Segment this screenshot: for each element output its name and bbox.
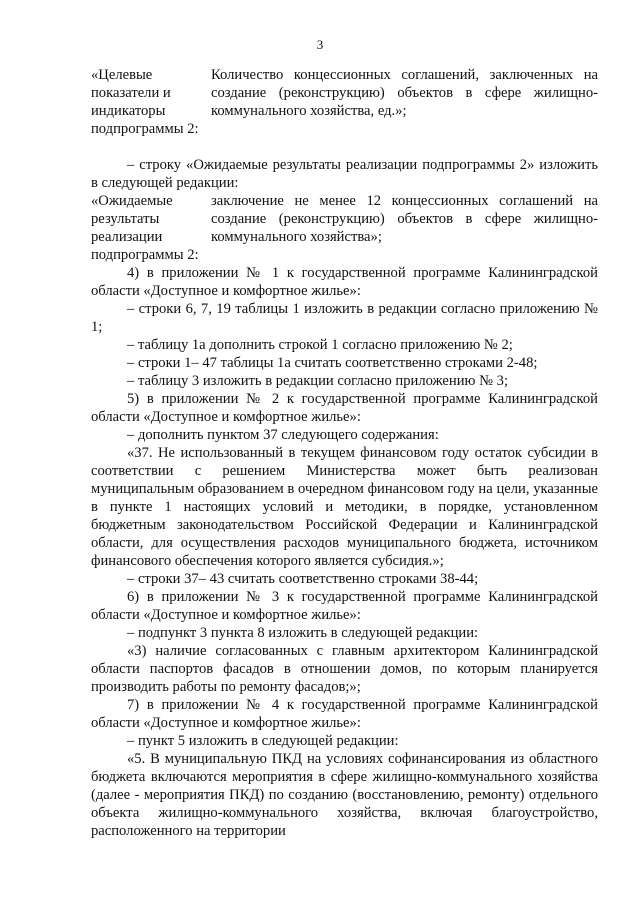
row-label: «Целевые показатели и индикаторы подпрограммы 2: (91, 67, 199, 137)
table-row-targets (91, 66, 598, 138)
document-body (91, 66, 598, 840)
paragraph: «37. Не использованный в текущем финансовом году остаток субсидии в соответствии с решением Министерства может быть реализован муниципальным образованием в очередном финансовом году на цели, указанные в пункте 1 настоящих условий и методики, в порядке, установленном бюджетным законодательством Российской Федерации и Калининградской области, для осуществления расходов муниципального бюджета, источником финансового обеспечения которого является субсидия.»; (91, 445, 598, 569)
page-number: 3 (316, 37, 324, 52)
paragraph: – подпункт 3 пункта 8 изложить в следующей редакции: (127, 625, 479, 641)
paragraph: – строки 6, 7, 19 таблицы 1 изложить в редакции согласно приложению № 1; (91, 301, 598, 335)
row-label: «Ожидаемые результаты реализации подпрограммы 2: (91, 193, 199, 263)
paragraph: – строку «Ожидаемые результаты реализации подпрограммы 2» изложить в следующей редакции: (91, 157, 598, 191)
row-value: заключение не менее 12 концессионных соглашений на создание (реконструкцию) объектов в сфере жилищно-коммунального хозяйства»; (211, 193, 598, 245)
table-row-results (91, 192, 598, 264)
paragraph: «3) наличие согласованных с главным архитектором Калининградской области паспортов фасадов в отношении домов, по которым планируется производить работы по ремонту фасадов;»; (91, 643, 598, 695)
paragraph: «5. В муниципальную ПКД на условиях софинансирования из областного бюджета включаются мероприятия в сфере жилищно-коммунального хозяйства (далее - мероприятия ПКД) по созданию (восстановлению, ремонту) отдельного объекта жилищно-коммунального хозяйства, включая благоустройство, расположенного на территории (91, 751, 598, 839)
row-value: Количество концессионных соглашений, заключенных на создание (реконструкцию) объектов в сфере жилищно-коммунального хозяйства, ед.»; (211, 67, 598, 119)
paragraph: – строки 37– 43 считать соответственно строками 38-44; (127, 571, 479, 587)
paragraph: – таблицу 3 изложить в редакции согласно приложению № 3; (127, 373, 508, 389)
paragraph: – пункт 5 изложить в следующей редакции: (127, 733, 399, 749)
paragraph: 7) в приложении № 4 к государственной программе Калининградской области «Доступное и комфортное жилье»: (91, 697, 598, 731)
spacer (91, 138, 598, 156)
paragraph: 5) в приложении № 2 к государственной программе Калининградской области «Доступное и комфортное жилье»: (91, 391, 598, 425)
paragraph: 4) в приложении № 1 к государственной программе Калининградской области «Доступное и комфортное жилье»: (91, 265, 598, 299)
paragraph: – дополнить пунктом 37 следующего содержания: (127, 427, 439, 443)
paragraph: – строки 1– 47 таблицы 1а считать соответственно строками 2-48; (127, 355, 538, 371)
paragraph: 6) в приложении № 3 к государственной программе Калининградской области «Доступное и комфортное жилье»: (91, 589, 598, 623)
paragraph: – таблицу 1а дополнить строкой 1 согласно приложению № 2; (127, 337, 513, 353)
